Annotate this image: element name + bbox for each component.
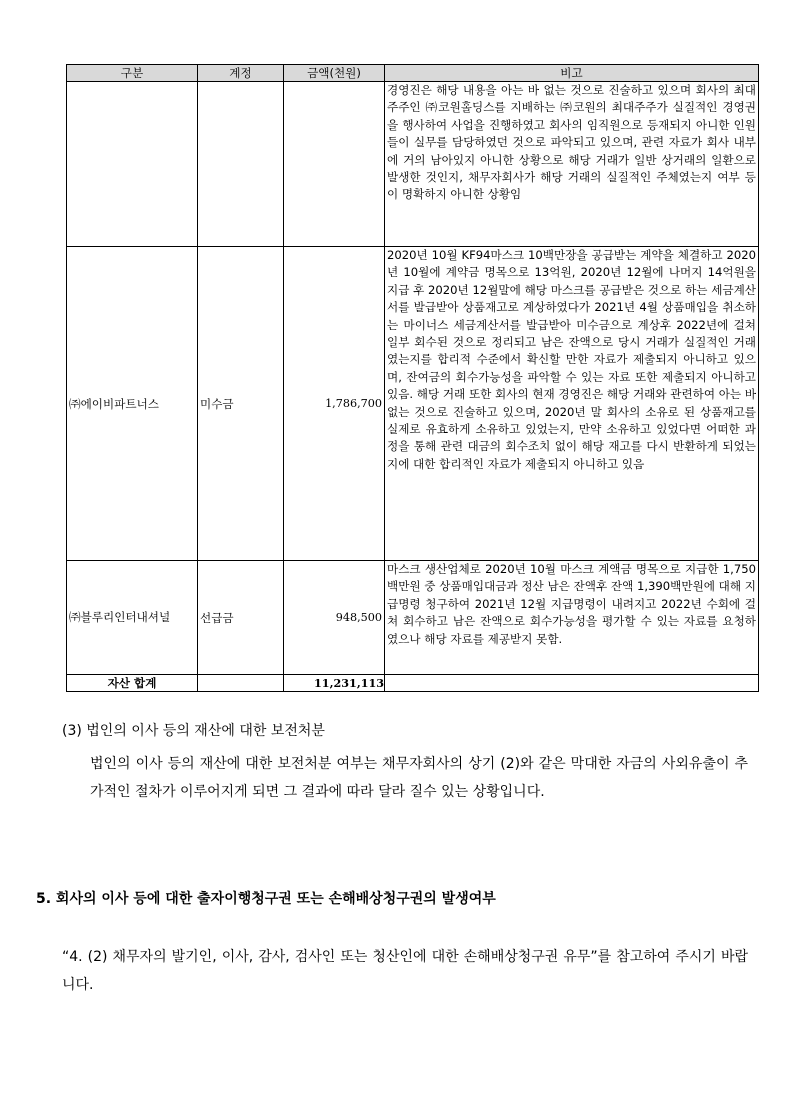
- cell-account: 선급금: [198, 561, 284, 675]
- header-category: 구분: [67, 65, 198, 82]
- total-empty-cell: [385, 675, 759, 692]
- header-note: 비고: [385, 65, 759, 82]
- header-amount: 금액(천원): [284, 65, 385, 82]
- table-row: [67, 247, 759, 561]
- table-row: [67, 82, 759, 247]
- table-row: [67, 561, 759, 675]
- cell-note: 마스크 생산업체로 2020년 10월 마스크 계액금 명목으로 지급한 1,750백만원 중 상품매입대금과 정산 남은 잔액후 잔액 1,390백만원에 대해 지급명령 청구하여 2021년 12월 지급명령이 내려지고 2022년 수회에 걸쳐 회수하고 남은 잔액으로 회수가능성을 평가할 수 있는 자료를 요청하였으나 해당 자료를 제공받지 못함.: [385, 561, 759, 675]
- cell-note: 2020년 10월 KF94마스크 10백만장을 공급받는 계약을 체결하고 2020년 10월에 계약금 명목으로 13억원, 2020년 12월에 나머지 14억원을 지급 후 2020년 12월말에 해당 마스크를 공급받은 것으로 하는 세금계산서를 발급받아 상품재고로 계상하였다가 2021년 4월 상품매입을 취소하는 마이너스 세금계산서를 발급받아 미수금으로 계상후 2022년에 걸쳐 일부 회수된 것으로 정리되고 남은 잔액으로 당시 거래가 실질적인 거래였는지를 합리적 수준에서 확신할 만한 자료가 제출되지 아니하고 있으며, 잔여금의 회수가능성을 파악할 수 있는 자료 또한 제출되지 아니하고 있음. 해당 거래 또한 회사의 현재 경영진은 해당 거래와 관련하여 아는 바 없는 것으로 진술하고 있으며, 2020년 말 회사의 소유로 된 상품재고를 실제로 유효하게 소유하고 있었는지, 만약 소유하고 있었다면 어떠한 과정을 통해 관련 대금의 회수조치 없이 해당 재고를 다시 반환하게 되었는지에 대한 합리적인 자료가 제출되지 아니하고 있음: [385, 247, 759, 561]
- section-3-title: (3) 법인의 이사 등의 재산에 대한 보전처분: [62, 723, 325, 739]
- asset-table: [66, 64, 759, 692]
- cell-amount: 948,500: [284, 561, 385, 675]
- cell-note: 경영진은 해당 내용을 아는 바 없는 것으로 진술하고 있으며 회사의 최대주주인 ㈜코원홀딩스를 지배하는 ㈜코원의 최대주주가 실질적인 경영권을 행사하여 사업을 진행하였고 회사의 임직원으로 등재되지 아니한 인원들이 실무를 담당하였던 것으로 파악되고 있으며, 관련 자료가 회사 내부에 거의 남아있지 아니한 상황으로 해당 거래가 일반 상거래의 일환으로 발생한 것인지, 채무자회사가 해당 거래의 실질적인 주체였는지 여부 등이 명확하지 아니한 상황임: [385, 82, 759, 247]
- cell-amount: 1,786,700: [284, 247, 385, 561]
- total-empty-cell: [198, 675, 284, 692]
- total-row: [67, 675, 759, 692]
- cell-account: [198, 82, 284, 247]
- section-3-body: 법인의 이사 등의 재산에 대한 보전처분 여부는 채무자회사의 상기 (2)와 같은 막대한 자금의 사외유출이 추가적인 절차가 이루어지게 되면 그 결과에 따라 달라 질수 있는 상황입니다.: [90, 756, 748, 800]
- total-label: 자산 합계: [67, 675, 198, 692]
- table-header-row: [67, 65, 759, 82]
- cell-name: [67, 82, 198, 247]
- section-5-body: “4. (2) 채무자의 발기인, 이사, 감사, 검사인 또는 청산인에 대한 손해배상청구권 유무”를 참고하여 주시기 바랍니다.: [62, 949, 748, 993]
- cell-name: ㈜에이비파트너스: [67, 247, 198, 561]
- section-5-title: 5. 회사의 이사 등에 대한 출자이행청구권 또는 손해배상청구권의 발생여부: [36, 891, 496, 907]
- cell-account: 미수금: [198, 247, 284, 561]
- total-amount: 11,231,113: [284, 675, 385, 692]
- header-account: 계정: [198, 65, 284, 82]
- cell-name: ㈜블루리인터내셔널: [67, 561, 198, 675]
- cell-amount: [284, 82, 385, 247]
